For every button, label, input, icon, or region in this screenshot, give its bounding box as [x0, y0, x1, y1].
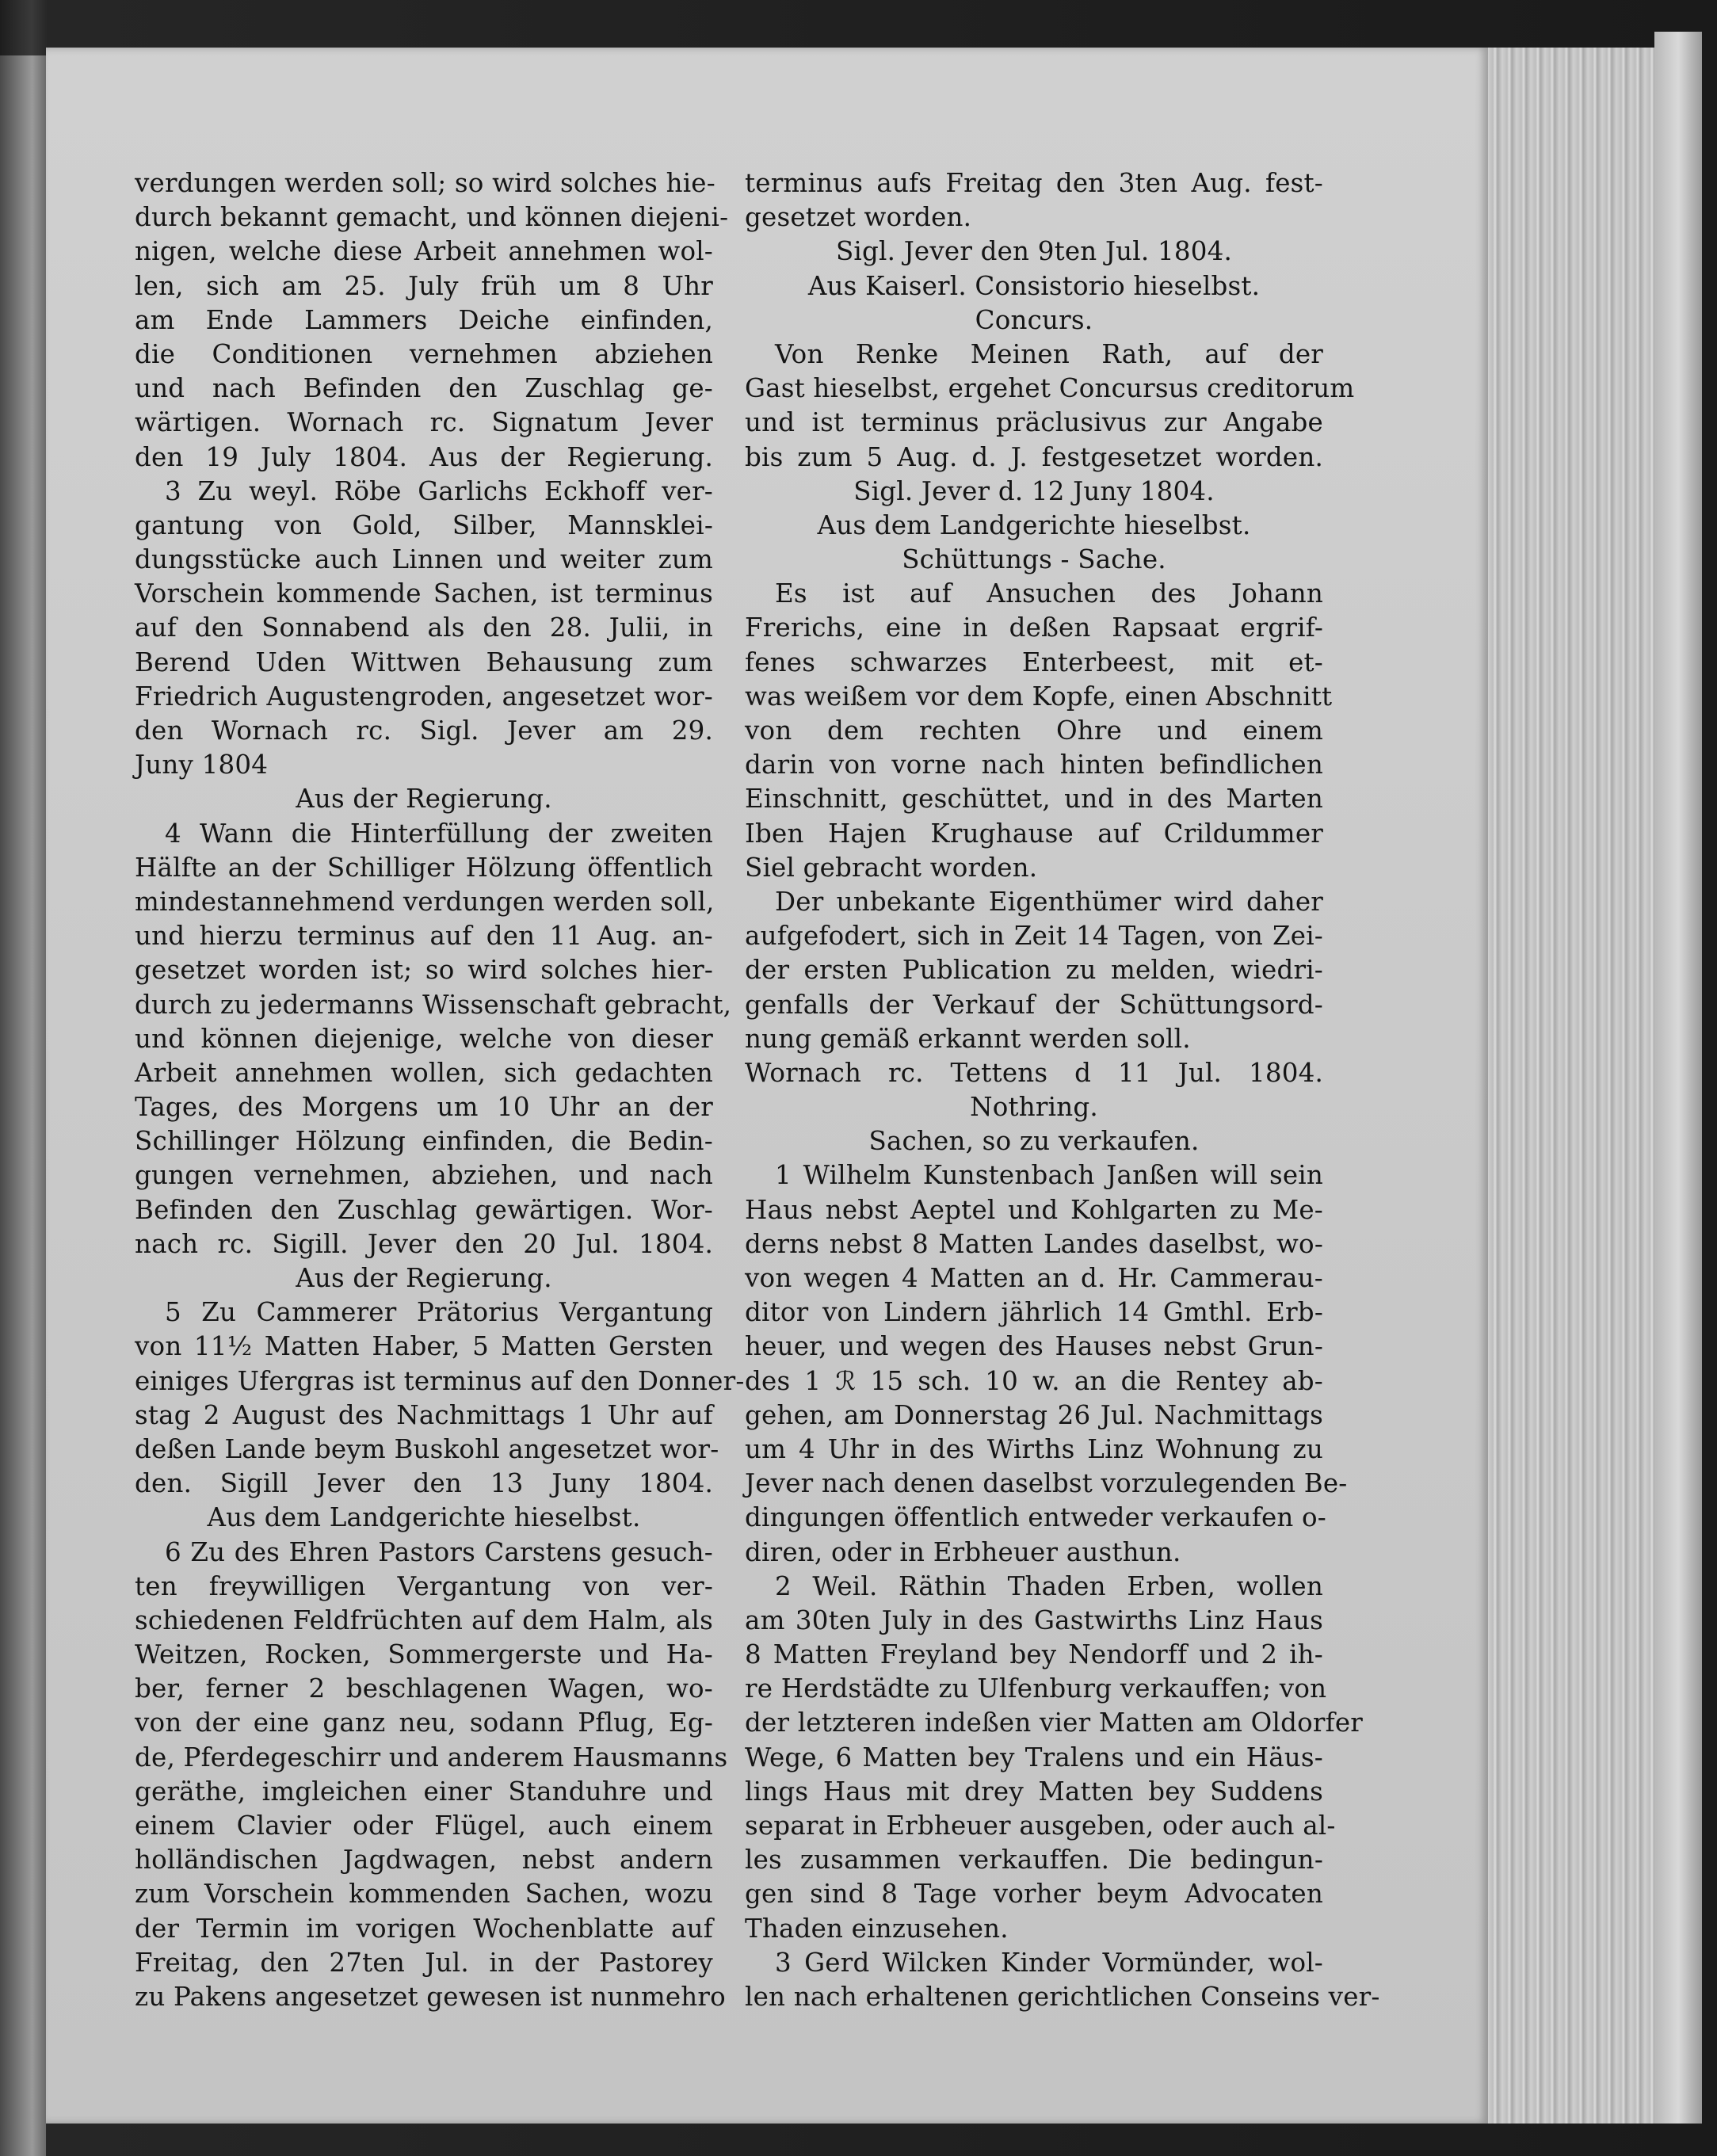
text-line: Arbeit annehmen wollen, sich gedachten [135, 1057, 713, 1088]
text-line: was weißem vor dem Kopfe, einen Abschnitt [745, 681, 1333, 712]
text-line: um 4 Uhr in des Wirths Linz Wohnung zu [745, 1433, 1323, 1464]
text-line: aufgefodert, sich in Zeit 14 Tagen, von Zei- [745, 921, 1323, 952]
text-line: von der eine ganz neu, sodann Pflug, Eg- [135, 1708, 713, 1738]
page-stack-edges [1488, 48, 1654, 2124]
text-line: 3 Gerd Wilcken Kinder Vormünder, wol- [775, 1947, 1323, 1978]
text-line: den Wornach rc. Sigl. Jever am 29. [135, 715, 713, 746]
text-line: mindestannehmend verdungen werden soll, [135, 886, 715, 917]
text-line: darin von vorne nach hinten befindlichen [745, 750, 1323, 780]
text-line: Friedrich Augustengroden, angesetzet wor- [135, 681, 713, 712]
text-line: von wegen 4 Matten an d. Hr. Cammerau- [745, 1263, 1323, 1293]
text-line: gehen, am Donnerstag 26 Jul. Nachmittags [745, 1399, 1323, 1430]
text-line: Befinden den Zuschlag gewärtigen. Wor- [135, 1194, 713, 1225]
text-line: derns nebst 8 Matten Landes daselbst, wo- [745, 1228, 1323, 1259]
text-line: len, sich am 25. July früh um 8 Uhr [135, 270, 713, 301]
text-line: von 11½ Matten Haber, 5 Matten Gersten [135, 1331, 713, 1362]
text-line: Aus der Regierung. [296, 784, 552, 815]
text-line: fenes schwarzes Enterbeest, mit et- [745, 647, 1323, 677]
text-line: Aus dem Landgerichte hieselbst. [207, 1502, 641, 1533]
text-line: dingungen öffentlich entweder verkaufen o- [745, 1502, 1326, 1533]
text-line: gantung von Gold, Silber, Mannsklei- [135, 509, 713, 540]
left-text-column [135, 166, 745, 2014]
text-line: terminus aufs Freitag den 3ten Aug. fest- [745, 168, 1323, 198]
text-line: separat in Erbheuer ausgeben, oder auch al- [745, 1811, 1336, 1841]
text-line: re Herdstädte zu Ulfenburg verkauffen; von [745, 1673, 1327, 1704]
text-line: Juny 1804 [135, 750, 269, 780]
text-line: bis zum 5 Aug. d. J. festgesetzet worden. [745, 441, 1323, 472]
text-line: Aus dem Landgerichte hieselbst. [817, 509, 1251, 540]
text-line: de, Pferdegeschirr und anderem Hausmanns [135, 1742, 728, 1772]
text-line: Freitag, den 27ten Jul. in der Pastorey [135, 1947, 713, 1978]
text-line: Thaden einzusehen. [745, 1913, 1009, 1944]
text-line: am 30ten July in des Gastwirths Linz Haus [745, 1605, 1323, 1635]
text-line: nach rc. Sigill. Jever den 20 Jul. 1804. [135, 1228, 713, 1259]
text-line: len nach erhaltenen gerichtlichen Conseins ver- [745, 1981, 1380, 2012]
text-line: gesetzet worden ist; so wird solches hier- [135, 955, 713, 986]
text-line: und können diejenige, welche von dieser [135, 1023, 713, 1054]
text-line: Aus Kaiserl. Consistorio hieselbst. [807, 270, 1261, 301]
text-line: gen sind 8 Tage vorher beym Advocaten [745, 1879, 1323, 1910]
text-line: der letzteren indeßen vier Matten am Oldorfer [745, 1708, 1364, 1738]
text-line: Iben Hajen Krughause auf Crildummer [745, 818, 1323, 849]
text-line: Berend Uden Wittwen Behausung zum [135, 647, 713, 677]
text-line: einem Clavier oder Flügel, auch einem [135, 1811, 713, 1841]
text-line: durch zu jedermanns Wissenschaft gebracht, [135, 989, 732, 1020]
text-line: 2 Weil. Räthin Thaden Erben, wollen [775, 1570, 1323, 1601]
text-line: 1 Wilhelm Kunstenbach Janßen will sein [775, 1160, 1323, 1191]
text-line: von dem rechten Ohre und einem [745, 715, 1323, 746]
text-line: Wege, 6 Matten bey Tralens und ein Häus- [745, 1742, 1323, 1772]
text-line: 4 Wann die Hinterfüllung der zweiten [165, 818, 713, 849]
text-line: Sachen, so zu verkaufen. [868, 1126, 1200, 1157]
text-line: Wornach rc. Tettens d 11 Jul. 1804. [745, 1057, 1323, 1088]
text-line: 8 Matten Freyland bey Nendorff und 2 ih- [745, 1639, 1323, 1670]
text-line: lings Haus mit drey Matten bey Suddens [745, 1776, 1323, 1807]
text-line: den. Sigill Jever den 13 Juny 1804. [135, 1468, 713, 1499]
text-line: und nach Befinden den Zuschlag ge- [135, 373, 713, 404]
text-line: Tages, des Morgens um 10 Uhr an der [135, 1092, 713, 1123]
text-line: geräthe, imgleichen einer Standuhre und [135, 1776, 713, 1807]
text-line: Gast hieselbst, ergehet Concursus creditorum [745, 373, 1355, 404]
text-line: verdungen werden soll; so wird solches hie- [135, 168, 715, 198]
text-line: Hälfte an der Schilliger Hölzung öffentlich [135, 852, 713, 883]
book-cover-edge [1654, 32, 1702, 2124]
text-line: einiges Ufergras ist terminus auf den Donner- [135, 1365, 745, 1396]
text-line: 5 Zu Cammerer Prätorius Vergantung [165, 1297, 713, 1328]
text-line: ditor von Lindern jährlich 14 Gmthl. Erb- [745, 1297, 1323, 1328]
text-line: 3 Zu weyl. Röbe Garlichs Eckhoff ver- [165, 475, 713, 506]
text-line: der ersten Publication zu melden, wiedri- [745, 955, 1323, 986]
text-line: gesetzet worden. [745, 202, 972, 233]
text-line: Sigl. Jever den 9ten Jul. 1804. [835, 236, 1233, 267]
text-line: zu Pakens angesetzet gewesen ist nunmehro [135, 1981, 726, 2012]
text-line: Es ist auf Ansuchen des Johann [775, 578, 1323, 609]
right-text-column [745, 166, 1380, 2014]
text-line: les zusammen verkauffen. Die bedingun- [745, 1845, 1323, 1876]
text-line: und ist terminus präclusivus zur Angabe [745, 407, 1323, 438]
text-line: Nothring. [970, 1092, 1098, 1123]
text-line: den 19 July 1804. Aus der Regierung. [135, 441, 713, 472]
text-line: ber, ferner 2 beschlagenen Wagen, wo- [135, 1673, 713, 1704]
text-line: nigen, welche diese Arbeit annehmen wol- [135, 236, 713, 267]
text-line: Sigl. Jever d. 12 Juny 1804. [853, 475, 1215, 506]
text-line: Haus nebst Aeptel und Kohlgarten zu Me- [745, 1194, 1323, 1225]
text-line: des 1 ℛ 15 sch. 10 w. an die Rentey ab- [745, 1365, 1323, 1396]
text-line: Weitzen, Rocken, Sommergerste und Ha- [135, 1639, 713, 1670]
text-line: die Conditionen vernehmen abziehen [135, 338, 713, 369]
text-line: auf den Sonnabend als den 28. Julii, in [135, 612, 713, 643]
text-line: Vorschein kommende Sachen, ist terminus [135, 578, 713, 609]
text-line: dungsstücke auch Linnen und weiter zum [135, 544, 713, 575]
text-line: holländischen Jagdwagen, nebst andern [135, 1845, 713, 1876]
text-line: Der unbekante Eigenthümer wird daher [775, 886, 1323, 917]
text-line: diren, oder in Erbheuer austhun. [745, 1536, 1181, 1567]
text-line: deßen Lande beym Buskohl angesetzet wor- [135, 1433, 719, 1464]
text-line: nung gemäß erkannt werden soll. [745, 1023, 1191, 1054]
text-line: genfalls der Verkauf der Schüttungsord- [745, 989, 1323, 1020]
text-line: Concurs. [975, 304, 1093, 335]
text-line: heuer, und wegen des Hauses nebst Grun- [745, 1331, 1323, 1362]
text-line: Siel gebracht worden. [745, 852, 1038, 883]
text-line: ten freywilligen Vergantung von ver- [135, 1570, 713, 1601]
text-line: stag 2 August des Nachmittags 1 Uhr auf [135, 1399, 713, 1430]
text-line: Schillinger Hölzung einfinden, die Bedin- [135, 1126, 713, 1157]
text-line: 6 Zu des Ehren Pastors Carstens gesuch- [165, 1536, 713, 1567]
text-line: schiedenen Feldfrüchten auf dem Halm, als [135, 1605, 713, 1635]
text-line: und hierzu terminus auf den 11 Aug. an- [135, 921, 713, 952]
text-line: Einschnitt, geschüttet, und in des Marten [745, 784, 1323, 815]
text-line: Jever nach denen daselbst vorzulegenden Be- [745, 1468, 1348, 1499]
text-line: der Termin im vorigen Wochenblatte auf [135, 1913, 713, 1944]
text-line: Frerichs, eine in deßen Rapsaat ergrif- [745, 612, 1323, 643]
text-line: Aus der Regierung. [296, 1263, 552, 1293]
text-line: gungen vernehmen, abziehen, und nach [135, 1160, 713, 1191]
text-line: Schüttungs - Sache. [902, 544, 1166, 575]
text-line: Von Renke Meinen Rath, auf der [775, 338, 1323, 369]
text-line: wärtigen. Wornach rc. Signatum Jever [135, 407, 713, 438]
text-line: zum Vorschein kommenden Sachen, wozu [135, 1879, 713, 1910]
text-line: durch bekannt gemacht, und können diejeni- [135, 202, 729, 233]
text-line: am Ende Lammers Deiche einfinden, [135, 304, 713, 335]
facing-page-edge [0, 55, 46, 2156]
